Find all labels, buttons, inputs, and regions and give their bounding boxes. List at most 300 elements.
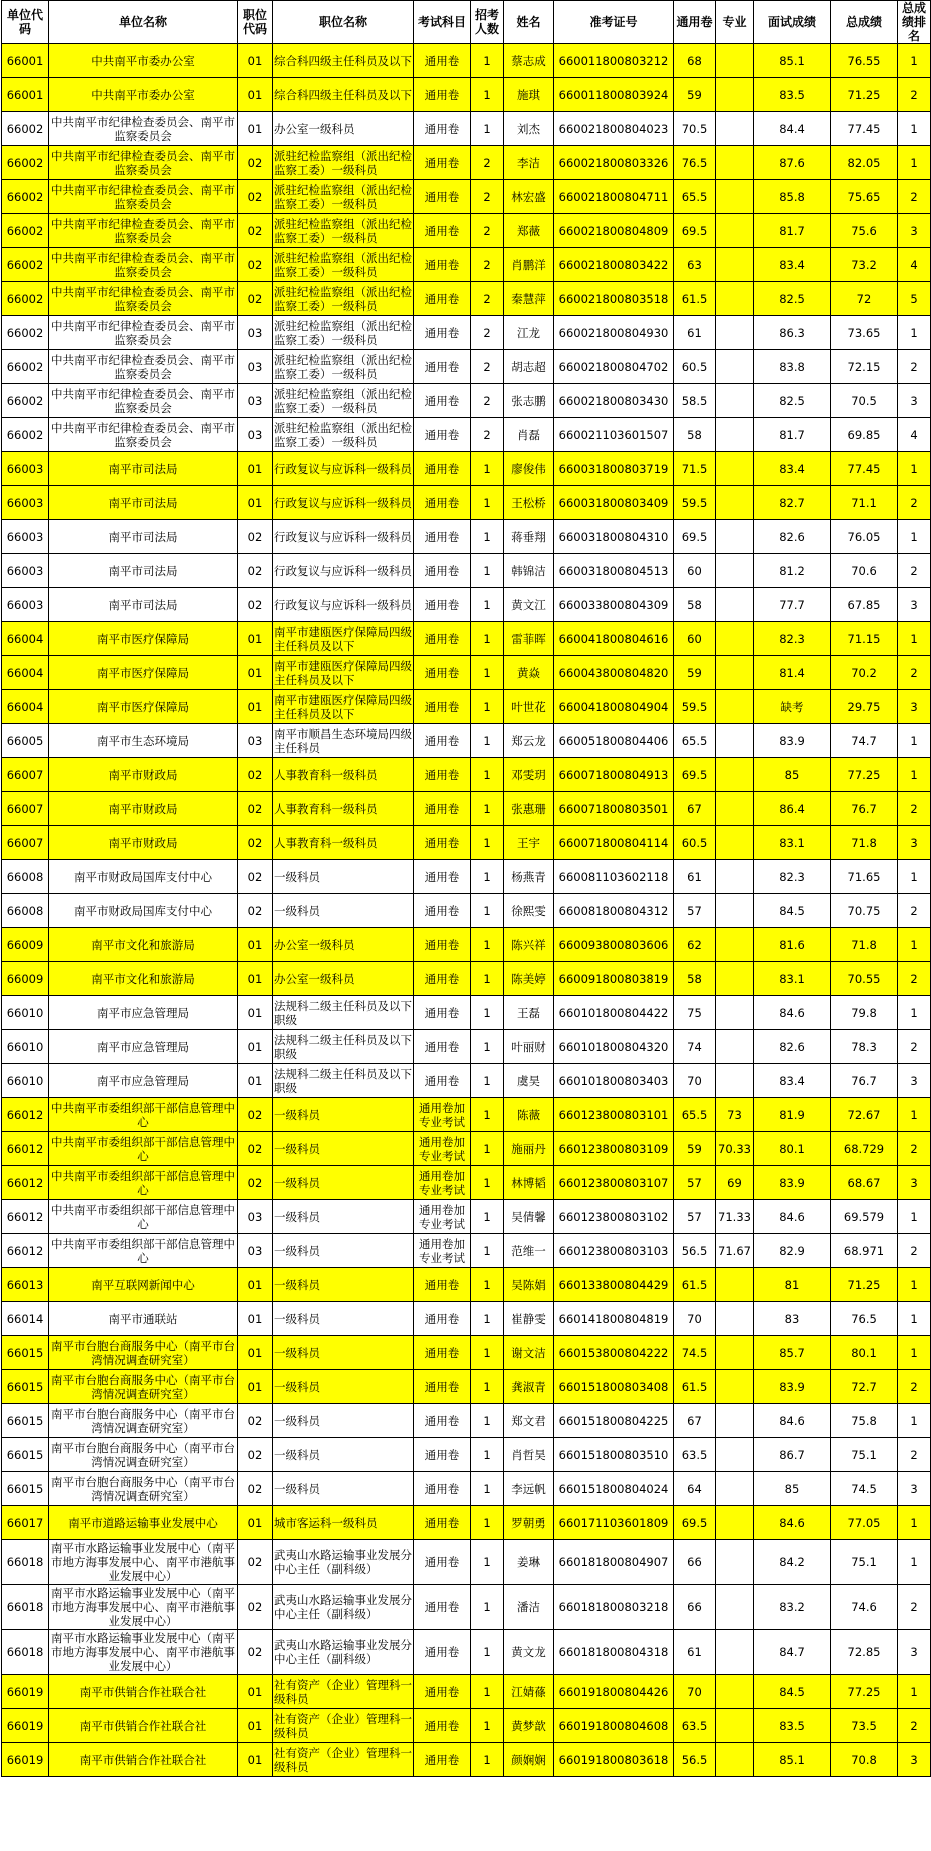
cell-ticket-number: 660101800804422: [554, 996, 674, 1030]
table-row: [2, 1268, 931, 1302]
cell-exam-subject: 通用卷: [414, 384, 471, 418]
cell-position-code: 02: [238, 1098, 273, 1132]
cell-interview-score: 85.8: [754, 180, 831, 214]
table-row: [2, 1585, 931, 1630]
cell-interview-score: 83.4: [754, 452, 831, 486]
cell-specialty-score: [716, 1438, 754, 1472]
cell-position-code: 01: [238, 486, 273, 520]
cell-candidate-name: 黄梦歆: [504, 1709, 554, 1743]
cell-position-code: 02: [238, 214, 273, 248]
table-row: [2, 1506, 931, 1540]
cell-recruit-count: 1: [471, 1675, 504, 1709]
table-row: [2, 282, 931, 316]
cell-exam-subject: 通用卷: [414, 1302, 471, 1336]
cell-unit-name: 中共南平市委组织部干部信息管理中心: [49, 1098, 238, 1132]
cell-ticket-number: 660021800804809: [554, 214, 674, 248]
cell-general-paper-score: 59: [674, 1132, 716, 1166]
cell-unit-code: 66010: [2, 1064, 49, 1098]
cell-specialty-score: [716, 1370, 754, 1404]
table-row: [2, 214, 931, 248]
cell-position-code: 02: [238, 894, 273, 928]
cell-recruit-count: 1: [471, 996, 504, 1030]
cell-ticket-number: 660181800803218: [554, 1585, 674, 1630]
cell-specialty-score: [716, 1302, 754, 1336]
cell-recruit-count: 1: [471, 78, 504, 112]
cell-candidate-name: 黄文龙: [504, 1630, 554, 1675]
table-row: [2, 316, 931, 350]
cell-position-name: 行政复议与应诉科一级科员: [273, 588, 414, 622]
cell-ticket-number: 660141800804819: [554, 1302, 674, 1336]
cell-candidate-name: 郑薇: [504, 214, 554, 248]
cell-unit-code: 66001: [2, 78, 49, 112]
cell-recruit-count: 1: [471, 1030, 504, 1064]
cell-position-name: 一级科员: [273, 1438, 414, 1472]
cell-unit-name: 南平市司法局: [49, 520, 238, 554]
cell-candidate-name: 杨燕青: [504, 860, 554, 894]
cell-ticket-number: 660071800804913: [554, 758, 674, 792]
cell-position-name: 南平市建瓯医疗保障局四级主任科员及以下: [273, 622, 414, 656]
cell-total-rank: 1: [898, 1540, 931, 1585]
cell-interview-score: 84.5: [754, 1675, 831, 1709]
cell-position-code: 01: [238, 78, 273, 112]
cell-total-score: 78.3: [831, 1030, 898, 1064]
cell-ticket-number: 660123800803101: [554, 1098, 674, 1132]
cell-total-rank: 4: [898, 418, 931, 452]
table-row: [2, 758, 931, 792]
cell-specialty-score: [716, 1630, 754, 1675]
cell-unit-name: 南平市台胞台商服务中心（南平市台湾情况调查研究室）: [49, 1438, 238, 1472]
cell-recruit-count: 1: [471, 758, 504, 792]
header-general-paper: 通用卷: [674, 1, 716, 44]
header-unit-name: 单位名称: [49, 1, 238, 44]
cell-recruit-count: 1: [471, 44, 504, 78]
cell-exam-subject: 通用卷: [414, 928, 471, 962]
cell-general-paper-score: 69.5: [674, 1506, 716, 1540]
cell-recruit-count: 1: [471, 1064, 504, 1098]
cell-unit-code: 66019: [2, 1675, 49, 1709]
cell-total-rank: 1: [898, 1200, 931, 1234]
cell-position-name: 一级科员: [273, 1336, 414, 1370]
cell-exam-subject: 通用卷: [414, 1064, 471, 1098]
cell-specialty-score: [716, 146, 754, 180]
cell-general-paper-score: 56.5: [674, 1234, 716, 1268]
cell-unit-name: 南平市医疗保障局: [49, 690, 238, 724]
cell-candidate-name: 黄焱: [504, 656, 554, 690]
cell-specialty-score: [716, 1709, 754, 1743]
cell-recruit-count: 1: [471, 860, 504, 894]
cell-unit-code: 66003: [2, 554, 49, 588]
cell-total-score: 72.85: [831, 1630, 898, 1675]
cell-recruit-count: 1: [471, 1166, 504, 1200]
cell-total-rank: 3: [898, 1630, 931, 1675]
cell-candidate-name: 王宇: [504, 826, 554, 860]
cell-candidate-name: 王磊: [504, 996, 554, 1030]
cell-unit-name: 南平市财政局: [49, 792, 238, 826]
cell-candidate-name: 林博韬: [504, 1166, 554, 1200]
cell-total-score: 71.1: [831, 486, 898, 520]
cell-general-paper-score: 65.5: [674, 1098, 716, 1132]
cell-specialty-score: [716, 112, 754, 146]
cell-position-name: 人事教育科一级科员: [273, 826, 414, 860]
cell-exam-subject: 通用卷: [414, 1506, 471, 1540]
cell-candidate-name: 郑文君: [504, 1404, 554, 1438]
cell-total-rank: 1: [898, 146, 931, 180]
cell-ticket-number: 660021800804930: [554, 316, 674, 350]
cell-recruit-count: 1: [471, 1709, 504, 1743]
cell-interview-score: 82.6: [754, 520, 831, 554]
cell-total-rank: 1: [898, 112, 931, 146]
cell-total-rank: 3: [898, 588, 931, 622]
cell-candidate-name: 叶丽财: [504, 1030, 554, 1064]
cell-candidate-name: 韩锦洁: [504, 554, 554, 588]
table-row: [2, 1438, 931, 1472]
cell-position-code: 01: [238, 1506, 273, 1540]
table-row: [2, 1540, 931, 1585]
cell-position-code: 02: [238, 758, 273, 792]
cell-interview-score: 83.8: [754, 350, 831, 384]
cell-general-paper-score: 62: [674, 928, 716, 962]
cell-position-name: 一级科员: [273, 1472, 414, 1506]
cell-interview-score: 83.1: [754, 826, 831, 860]
cell-position-name: 南平市建瓯医疗保障局四级主任科员及以下: [273, 656, 414, 690]
cell-specialty-score: [716, 690, 754, 724]
cell-exam-subject: 通用卷: [414, 1268, 471, 1302]
cell-recruit-count: 1: [471, 1268, 504, 1302]
cell-exam-subject: 通用卷: [414, 690, 471, 724]
cell-general-paper-score: 69.5: [674, 758, 716, 792]
cell-unit-code: 66012: [2, 1200, 49, 1234]
cell-unit-code: 66015: [2, 1336, 49, 1370]
cell-total-rank: 1: [898, 1336, 931, 1370]
cell-exam-subject: 通用卷: [414, 1675, 471, 1709]
cell-position-name: 人事教育科一级科员: [273, 758, 414, 792]
cell-unit-code: 66010: [2, 996, 49, 1030]
cell-general-paper-score: 61: [674, 1630, 716, 1675]
cell-unit-name: 南平市司法局: [49, 452, 238, 486]
cell-ticket-number: 660181800804907: [554, 1540, 674, 1585]
cell-general-paper-score: 61.5: [674, 1268, 716, 1302]
cell-candidate-name: 蒋垂翔: [504, 520, 554, 554]
cell-candidate-name: 谢文洁: [504, 1336, 554, 1370]
cell-interview-score: 82.6: [754, 1030, 831, 1064]
cell-total-rank: 1: [898, 622, 931, 656]
cell-recruit-count: 1: [471, 1098, 504, 1132]
cell-specialty-score: [716, 418, 754, 452]
cell-specialty-score: [716, 384, 754, 418]
table-row: [2, 1302, 931, 1336]
cell-position-name: 南平市建瓯医疗保障局四级主任科员及以下: [273, 690, 414, 724]
cell-exam-subject: 通用卷: [414, 248, 471, 282]
cell-ticket-number: 660071800804114: [554, 826, 674, 860]
cell-position-name: 武夷山水路运输事业发展分中心主任（副科级）: [273, 1540, 414, 1585]
cell-ticket-number: 660093800803606: [554, 928, 674, 962]
cell-exam-subject: 通用卷加专业考试: [414, 1200, 471, 1234]
cell-total-score: 77.45: [831, 112, 898, 146]
cell-position-code: 02: [238, 792, 273, 826]
cell-total-rank: 1: [898, 44, 931, 78]
cell-exam-subject: 通用卷: [414, 1438, 471, 1472]
cell-specialty-score: [716, 486, 754, 520]
cell-unit-code: 66004: [2, 656, 49, 690]
table-row: [2, 452, 931, 486]
cell-unit-code: 66002: [2, 316, 49, 350]
cell-ticket-number: 660041800804904: [554, 690, 674, 724]
cell-interview-score: 84.2: [754, 1540, 831, 1585]
cell-ticket-number: 660011800803924: [554, 78, 674, 112]
cell-unit-name: 中共南平市纪律检查委员会、南平市监察委员会: [49, 316, 238, 350]
cell-interview-score: 83.9: [754, 724, 831, 758]
header-specialty: 专业: [716, 1, 754, 44]
cell-ticket-number: 660021800803422: [554, 248, 674, 282]
cell-total-score: 77.05: [831, 1506, 898, 1540]
cell-unit-code: 66002: [2, 384, 49, 418]
cell-specialty-score: [716, 622, 754, 656]
cell-unit-name: 中共南平市纪律检查委员会、南平市监察委员会: [49, 418, 238, 452]
cell-ticket-number: 660133800804429: [554, 1268, 674, 1302]
cell-interview-score: 77.7: [754, 588, 831, 622]
cell-unit-code: 66014: [2, 1302, 49, 1336]
cell-general-paper-score: 67: [674, 792, 716, 826]
cell-position-name: 派驻纪检监察组（派出纪检监察工委）一级科员: [273, 418, 414, 452]
cell-ticket-number: 660021800803326: [554, 146, 674, 180]
cell-interview-score: 84.5: [754, 894, 831, 928]
cell-total-score: 68.971: [831, 1234, 898, 1268]
cell-general-paper-score: 59.5: [674, 690, 716, 724]
cell-total-rank: 2: [898, 1132, 931, 1166]
cell-total-score: 29.75: [831, 690, 898, 724]
cell-specialty-score: [716, 860, 754, 894]
cell-position-code: 02: [238, 520, 273, 554]
cell-interview-score: 86.4: [754, 792, 831, 826]
header-exam-subject: 考试科目: [414, 1, 471, 44]
cell-ticket-number: 660021800804711: [554, 180, 674, 214]
cell-unit-name: 南平市水路运输事业发展中心（南平市地方海事发展中心、南平市港航事业发展中心）: [49, 1540, 238, 1585]
table-body: [2, 44, 931, 1777]
cell-total-score: 82.05: [831, 146, 898, 180]
cell-exam-subject: 通用卷: [414, 1030, 471, 1064]
cell-position-name: 一级科员: [273, 860, 414, 894]
cell-total-score: 75.8: [831, 1404, 898, 1438]
cell-unit-code: 66003: [2, 520, 49, 554]
cell-general-paper-score: 66: [674, 1585, 716, 1630]
cell-specialty-score: [716, 1404, 754, 1438]
cell-total-score: 68.729: [831, 1132, 898, 1166]
table-row: [2, 1743, 931, 1777]
cell-total-rank: 1: [898, 860, 931, 894]
table-row: [2, 928, 931, 962]
cell-total-score: 70.2: [831, 656, 898, 690]
cell-total-score: 71.8: [831, 928, 898, 962]
cell-total-rank: 3: [898, 384, 931, 418]
cell-exam-subject: 通用卷: [414, 486, 471, 520]
cell-unit-name: 南平市司法局: [49, 486, 238, 520]
cell-unit-code: 66013: [2, 1268, 49, 1302]
cell-total-rank: 2: [898, 656, 931, 690]
cell-candidate-name: 吴倩馨: [504, 1200, 554, 1234]
cell-candidate-name: 肖哲昊: [504, 1438, 554, 1472]
cell-total-score: 69.579: [831, 1200, 898, 1234]
cell-unit-code: 66002: [2, 214, 49, 248]
cell-unit-name: 南平市道路运输事业发展中心: [49, 1506, 238, 1540]
cell-unit-code: 66002: [2, 146, 49, 180]
cell-position-name: 南平市顺昌生态环境局四级主任科员: [273, 724, 414, 758]
cell-interview-score: 82.3: [754, 622, 831, 656]
cell-candidate-name: 龚淑青: [504, 1370, 554, 1404]
cell-total-score: 72: [831, 282, 898, 316]
cell-position-name: 派驻纪检监察组（派出纪检监察工委）一级科员: [273, 214, 414, 248]
cell-specialty-score: [716, 1675, 754, 1709]
cell-specialty-score: [716, 894, 754, 928]
table-row: [2, 1675, 931, 1709]
cell-position-code: 01: [238, 1268, 273, 1302]
cell-exam-subject: 通用卷: [414, 826, 471, 860]
cell-unit-code: 66005: [2, 724, 49, 758]
cell-total-score: 72.15: [831, 350, 898, 384]
cell-general-paper-score: 70: [674, 1675, 716, 1709]
table-row: [2, 1404, 931, 1438]
table-row: [2, 826, 931, 860]
cell-general-paper-score: 57: [674, 1166, 716, 1200]
cell-unit-code: 66015: [2, 1370, 49, 1404]
cell-position-name: 法规科二级主任科员及以下职级: [273, 1030, 414, 1064]
cell-total-rank: 3: [898, 1064, 931, 1098]
cell-general-paper-score: 63.5: [674, 1438, 716, 1472]
cell-specialty-score: [716, 758, 754, 792]
cell-interview-score: 85: [754, 1472, 831, 1506]
cell-general-paper-score: 61.5: [674, 1370, 716, 1404]
cell-interview-score: 86.3: [754, 316, 831, 350]
cell-unit-name: 南平市台胞台商服务中心（南平市台湾情况调查研究室）: [49, 1472, 238, 1506]
cell-specialty-score: 70.33: [716, 1132, 754, 1166]
cell-unit-code: 66015: [2, 1472, 49, 1506]
cell-total-rank: 2: [898, 180, 931, 214]
cell-recruit-count: 1: [471, 928, 504, 962]
table-row: [2, 622, 931, 656]
cell-unit-code: 66003: [2, 486, 49, 520]
cell-total-rank: 2: [898, 1438, 931, 1472]
cell-general-paper-score: 76.5: [674, 146, 716, 180]
cell-exam-subject: 通用卷: [414, 792, 471, 826]
table-row: [2, 418, 931, 452]
cell-position-name: 一级科员: [273, 1404, 414, 1438]
cell-exam-subject: 通用卷加专业考试: [414, 1132, 471, 1166]
cell-specialty-score: 69: [716, 1166, 754, 1200]
cell-exam-subject: 通用卷: [414, 724, 471, 758]
cell-unit-name: 南平市司法局: [49, 588, 238, 622]
cell-position-name: 派驻纪检监察组（派出纪检监察工委）一级科员: [273, 248, 414, 282]
cell-candidate-name: 雷菲晖: [504, 622, 554, 656]
cell-exam-subject: 通用卷: [414, 656, 471, 690]
cell-position-code: 03: [238, 384, 273, 418]
table-row: [2, 520, 931, 554]
cell-position-name: 一级科员: [273, 1166, 414, 1200]
cell-unit-name: 南平市供销合作社联合社: [49, 1675, 238, 1709]
cell-exam-subject: 通用卷: [414, 588, 471, 622]
cell-position-name: 社有资产（企业）管理科一级科员: [273, 1743, 414, 1777]
cell-general-paper-score: 70: [674, 1064, 716, 1098]
cell-unit-name: 南平市应急管理局: [49, 1064, 238, 1098]
cell-total-rank: 2: [898, 1030, 931, 1064]
cell-unit-name: 中共南平市委办公室: [49, 78, 238, 112]
cell-exam-subject: 通用卷: [414, 418, 471, 452]
cell-interview-score: 83.5: [754, 78, 831, 112]
cell-unit-code: 66019: [2, 1709, 49, 1743]
cell-position-name: 行政复议与应诉科一级科员: [273, 452, 414, 486]
cell-total-score: 70.6: [831, 554, 898, 588]
cell-unit-name: 中共南平市纪律检查委员会、南平市监察委员会: [49, 180, 238, 214]
cell-position-code: 01: [238, 1336, 273, 1370]
cell-exam-subject: 通用卷: [414, 350, 471, 384]
cell-total-rank: 1: [898, 1268, 931, 1302]
table-row: [2, 486, 931, 520]
cell-unit-name: 中共南平市纪律检查委员会、南平市监察委员会: [49, 384, 238, 418]
cell-general-paper-score: 60.5: [674, 826, 716, 860]
cell-recruit-count: 1: [471, 1438, 504, 1472]
table-row: [2, 724, 931, 758]
cell-interview-score: 81.2: [754, 554, 831, 588]
header-position-code: 职位代码: [238, 1, 273, 44]
cell-total-score: 80.1: [831, 1336, 898, 1370]
cell-candidate-name: 黄文江: [504, 588, 554, 622]
cell-unit-code: 66002: [2, 350, 49, 384]
cell-interview-score: 85.1: [754, 1743, 831, 1777]
cell-position-code: 01: [238, 1302, 273, 1336]
cell-unit-code: 66012: [2, 1234, 49, 1268]
cell-position-code: 01: [238, 996, 273, 1030]
cell-position-code: 03: [238, 418, 273, 452]
cell-unit-name: 南平市医疗保障局: [49, 622, 238, 656]
cell-total-score: 68.67: [831, 1166, 898, 1200]
cell-position-name: 综合科四级主任科员及以下: [273, 78, 414, 112]
cell-recruit-count: 1: [471, 1132, 504, 1166]
cell-specialty-score: [716, 724, 754, 758]
cell-position-code: 02: [238, 1404, 273, 1438]
cell-ticket-number: 660021800804023: [554, 112, 674, 146]
cell-exam-subject: 通用卷: [414, 214, 471, 248]
cell-general-paper-score: 70.5: [674, 112, 716, 146]
cell-position-code: 01: [238, 622, 273, 656]
cell-position-code: 02: [238, 554, 273, 588]
cell-interview-score: 81.4: [754, 656, 831, 690]
cell-unit-name: 南平市水路运输事业发展中心（南平市地方海事发展中心、南平市港航事业发展中心）: [49, 1585, 238, 1630]
cell-recruit-count: 1: [471, 1302, 504, 1336]
cell-recruit-count: 1: [471, 1370, 504, 1404]
table-row: [2, 1709, 931, 1743]
cell-position-name: 综合科四级主任科员及以下: [273, 44, 414, 78]
cell-position-code: 01: [238, 1370, 273, 1404]
cell-unit-name: 南平市供销合作社联合社: [49, 1709, 238, 1743]
cell-total-score: 75.1: [831, 1438, 898, 1472]
cell-specialty-score: [716, 588, 754, 622]
cell-specialty-score: [716, 180, 754, 214]
cell-exam-subject: 通用卷: [414, 996, 471, 1030]
table-row: [2, 1336, 931, 1370]
cell-unit-code: 66002: [2, 282, 49, 316]
cell-recruit-count: 1: [471, 486, 504, 520]
cell-specialty-score: [716, 350, 754, 384]
cell-position-name: 社有资产（企业）管理科一级科员: [273, 1709, 414, 1743]
cell-position-code: 03: [238, 724, 273, 758]
cell-unit-name: 中共南平市委组织部干部信息管理中心: [49, 1200, 238, 1234]
cell-ticket-number: 660153800804222: [554, 1336, 674, 1370]
cell-ticket-number: 660123800803107: [554, 1166, 674, 1200]
cell-recruit-count: 1: [471, 622, 504, 656]
cell-recruit-count: 1: [471, 724, 504, 758]
cell-exam-subject: 通用卷: [414, 452, 471, 486]
cell-total-rank: 2: [898, 554, 931, 588]
cell-exam-subject: 通用卷: [414, 1630, 471, 1675]
cell-position-code: 02: [238, 146, 273, 180]
